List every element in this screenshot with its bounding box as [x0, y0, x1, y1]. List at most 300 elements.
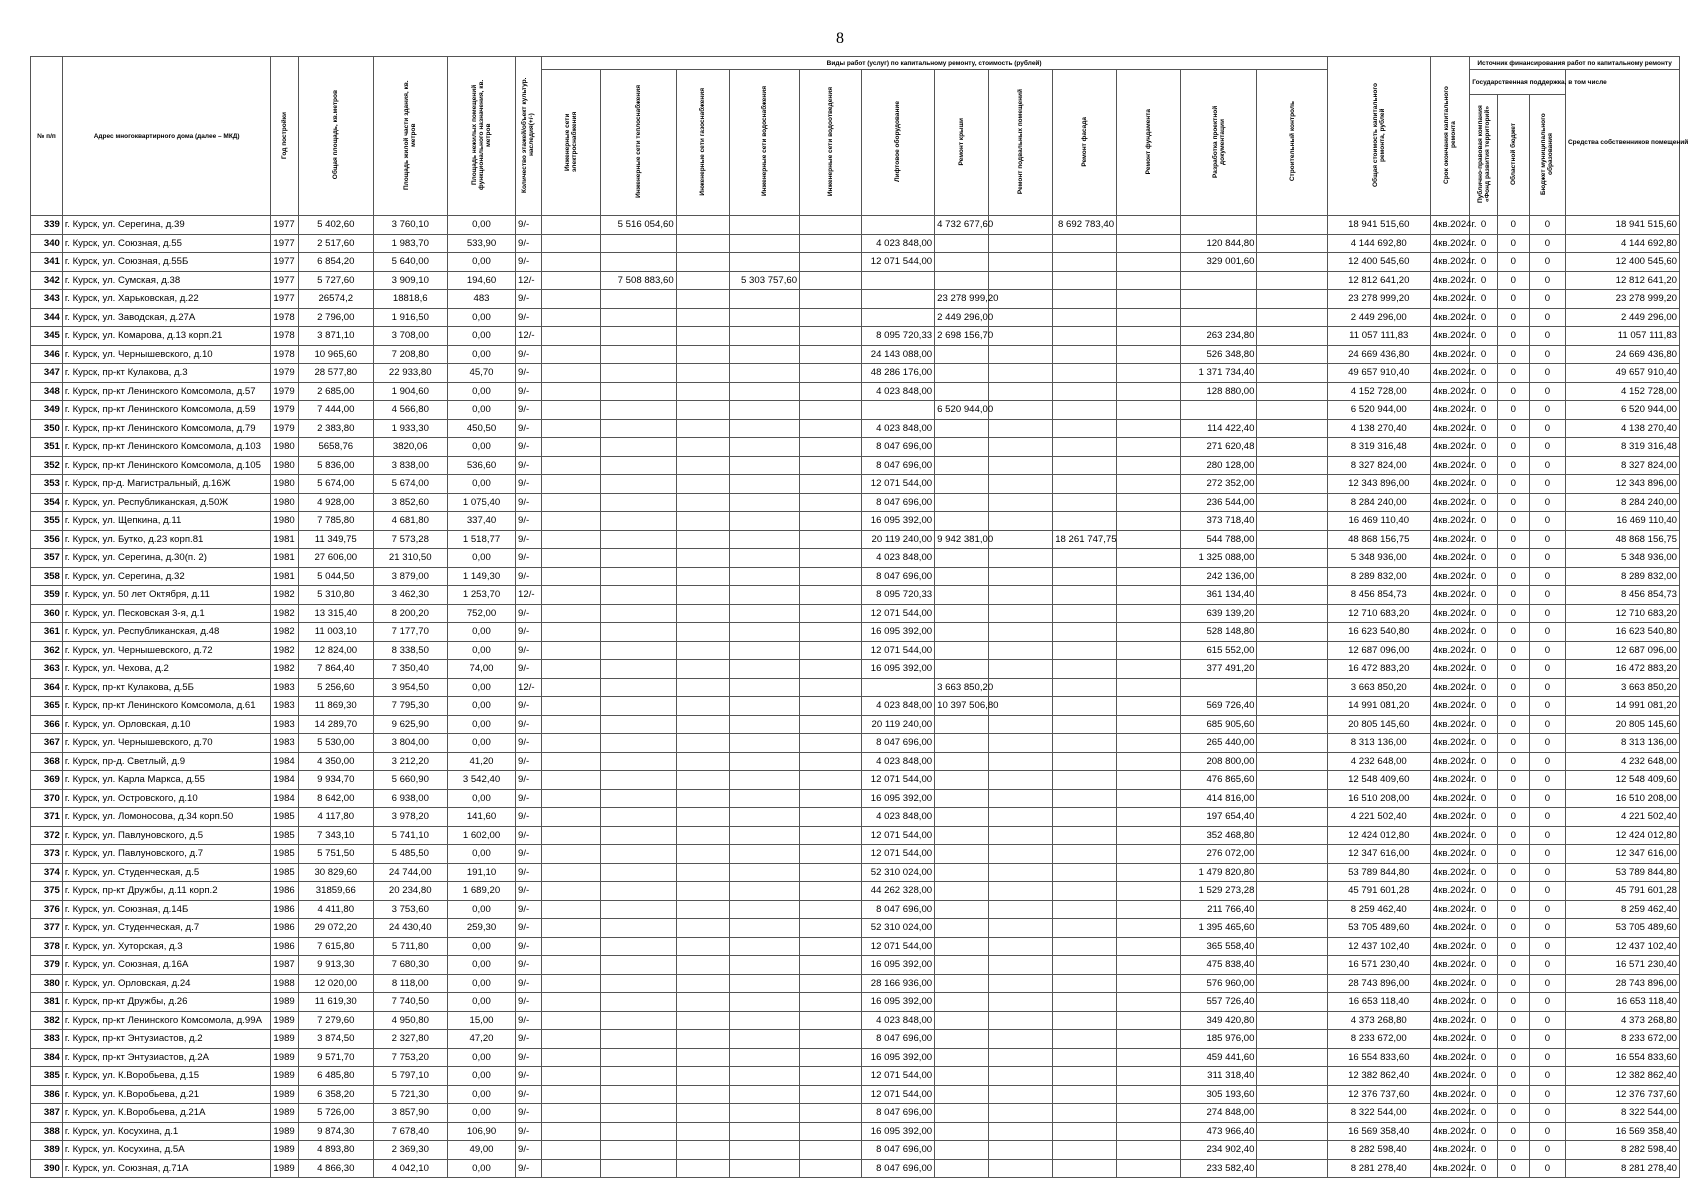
- cell-roof: [935, 567, 989, 586]
- cell-water: [729, 974, 799, 993]
- cell-facade: [1053, 697, 1117, 716]
- cell-facade: [1053, 1048, 1117, 1067]
- cell-foundation: [1117, 475, 1181, 494]
- cell-gas: [676, 1067, 729, 1086]
- cell-floors: 9/-: [516, 401, 542, 420]
- cell-total-cost: 12 376 737,60: [1327, 1085, 1430, 1104]
- cell-facade: [1053, 586, 1117, 605]
- table-row: [31, 752, 1680, 771]
- cell-drain: [800, 771, 862, 790]
- cell-regional: 0: [1497, 512, 1529, 531]
- cell-regional: 0: [1497, 808, 1529, 827]
- cell-foundation: [1117, 345, 1181, 364]
- cell-municipal: 0: [1529, 789, 1565, 808]
- cell-basement: [989, 364, 1053, 383]
- cell-year: 1989: [271, 1048, 299, 1067]
- cell-deadline: 4кв.2024г.: [1430, 900, 1469, 919]
- cell-gas: [676, 530, 729, 549]
- cell-lift: 4 023 848,00: [861, 234, 934, 253]
- cell-total-area: 14 289,70: [299, 715, 373, 734]
- cell-owners: 5 348 936,00: [1565, 549, 1679, 568]
- cell-gas: [676, 882, 729, 901]
- cell-floors: 9/-: [516, 216, 542, 235]
- table-row: [31, 586, 1680, 605]
- cell-municipal: 0: [1529, 1159, 1565, 1178]
- cell-year: 1982: [271, 586, 299, 605]
- table-row: [31, 1067, 1680, 1086]
- cell-design: 280 128,00: [1180, 456, 1257, 475]
- cell-design: [1180, 678, 1257, 697]
- table-row: [31, 567, 1680, 586]
- cell-nonliving-area: 194,60: [447, 271, 515, 290]
- cell-roof: [935, 863, 989, 882]
- cell-total-cost: 16 623 540,80: [1327, 623, 1430, 642]
- cell-total-area: 3 874,50: [299, 1030, 373, 1049]
- cell-foundation: [1117, 216, 1181, 235]
- cell-water: [729, 919, 799, 938]
- cell-electric: [541, 216, 601, 235]
- cell-total-cost: 16 571 230,40: [1327, 956, 1430, 975]
- cell-fund: 0: [1470, 234, 1498, 253]
- cell-living-area: 3820,06: [373, 438, 447, 457]
- cell-total-cost: 8 327 824,00: [1327, 456, 1430, 475]
- cell-facade: [1053, 808, 1117, 827]
- cell-total-area: 10 965,60: [299, 345, 373, 364]
- table-row: [31, 1030, 1680, 1049]
- cell-fund: 0: [1470, 1030, 1498, 1049]
- cell-address: г. Курск, ул. Чернышевского, д.10: [62, 345, 271, 364]
- cell-basement: [989, 771, 1053, 790]
- cell-lift: 12 071 544,00: [861, 826, 934, 845]
- cell-lift: 8 095 720,33: [861, 586, 934, 605]
- cell-basement: [989, 530, 1053, 549]
- repair-register-table: [30, 56, 1689, 1178]
- cell-living-area: 2 369,30: [373, 1141, 447, 1160]
- cell-nonliving-area: 0,00: [447, 549, 515, 568]
- cell-year: 1983: [271, 734, 299, 753]
- cell-nonliving-area: 0,00: [447, 900, 515, 919]
- cell-control: [1257, 641, 1327, 660]
- cell-year: 1983: [271, 715, 299, 734]
- cell-roof: [935, 456, 989, 475]
- cell-municipal: 0: [1529, 697, 1565, 716]
- cell-municipal: 0: [1529, 1085, 1565, 1104]
- cell-living-area: 5 721,30: [373, 1085, 447, 1104]
- cell-living-area: 18818,6: [373, 290, 447, 309]
- cell-regional: 0: [1497, 308, 1529, 327]
- cell-roof: [935, 364, 989, 383]
- cell-water: [729, 1122, 799, 1141]
- cell-foundation: [1117, 734, 1181, 753]
- cell-roof: 4 732 677,60: [935, 216, 989, 235]
- cell-address: г. Курск, пр-кт Ленинского Комсомола, д.103: [62, 438, 271, 457]
- cell-foundation: [1117, 253, 1181, 272]
- cell-regional: 0: [1497, 882, 1529, 901]
- cell-lift: 12 071 544,00: [861, 845, 934, 864]
- cell-facade: [1053, 493, 1117, 512]
- cell-gas: [676, 734, 729, 753]
- cell-roof: [935, 919, 989, 938]
- table-row: [31, 530, 1680, 549]
- cell-gas: [676, 327, 729, 346]
- cell-total-cost: 12 687 096,00: [1327, 641, 1430, 660]
- cell-owners: 12 710 683,20: [1565, 604, 1679, 623]
- cell-foundation: [1117, 919, 1181, 938]
- cell-gas: [676, 937, 729, 956]
- cell-nonliving-area: 1 075,40: [447, 493, 515, 512]
- cell-gas: [676, 308, 729, 327]
- cell-basement: [989, 1048, 1053, 1067]
- cell-floors: 9/-: [516, 974, 542, 993]
- table-row: [31, 493, 1680, 512]
- cell-total-cost: 12 437 102,40: [1327, 937, 1430, 956]
- cell-roof: [935, 752, 989, 771]
- cell-gas: [676, 771, 729, 790]
- header-no: № п/п: [31, 57, 63, 216]
- cell-deadline: 4кв.2024г.: [1430, 382, 1469, 401]
- cell-address: г. Курск, ул. Республиканская, д.50Ж: [62, 493, 271, 512]
- cell-roof: [935, 715, 989, 734]
- table-row: [31, 808, 1680, 827]
- cell-total-area: 11 349,75: [299, 530, 373, 549]
- cell-municipal: 0: [1529, 1141, 1565, 1160]
- cell-electric: [541, 549, 601, 568]
- cell-owners: 12 376 737,60: [1565, 1085, 1679, 1104]
- cell-living-area: 3 978,20: [373, 808, 447, 827]
- cell-regional: 0: [1497, 1122, 1529, 1141]
- table-row: [31, 475, 1680, 494]
- cell-basement: [989, 438, 1053, 457]
- cell-control: [1257, 623, 1327, 642]
- cell-basement: [989, 993, 1053, 1012]
- cell-heat: [601, 734, 677, 753]
- cell-total-area: 5 530,00: [299, 734, 373, 753]
- cell-basement: [989, 253, 1053, 272]
- table-row: [31, 956, 1680, 975]
- cell-floors: 12/-: [516, 678, 542, 697]
- cell-electric: [541, 1085, 601, 1104]
- cell-fund: 0: [1470, 678, 1498, 697]
- cell-gas: [676, 604, 729, 623]
- cell-drain: [800, 715, 862, 734]
- cell-no: 348: [31, 382, 63, 401]
- cell-water: [729, 234, 799, 253]
- cell-nonliving-area: 0,00: [447, 475, 515, 494]
- cell-total-area: 7 864,40: [299, 660, 373, 679]
- cell-design: 233 582,40: [1180, 1159, 1257, 1178]
- cell-fund: 0: [1470, 863, 1498, 882]
- cell-floors: 9/-: [516, 512, 542, 531]
- cell-roof: [935, 734, 989, 753]
- cell-year: 1978: [271, 308, 299, 327]
- cell-design: 120 844,80: [1180, 234, 1257, 253]
- cell-municipal: 0: [1529, 382, 1565, 401]
- cell-total-area: 30 829,60: [299, 863, 373, 882]
- cell-heat: [601, 456, 677, 475]
- cell-year: 1980: [271, 475, 299, 494]
- cell-foundation: [1117, 715, 1181, 734]
- cell-total-area: 6 358,20: [299, 1085, 373, 1104]
- cell-water: [729, 549, 799, 568]
- cell-control: [1257, 1067, 1327, 1086]
- cell-owners: 2 449 296,00: [1565, 308, 1679, 327]
- cell-roof: [935, 1141, 989, 1160]
- cell-total-area: 5 402,60: [299, 216, 373, 235]
- cell-water: [729, 401, 799, 420]
- cell-drain: [800, 456, 862, 475]
- cell-total-area: 4 117,80: [299, 808, 373, 827]
- cell-heat: [601, 900, 677, 919]
- cell-address: г. Курск, ул. Ломоносова, д.34 корп.50: [62, 808, 271, 827]
- cell-roof: [935, 771, 989, 790]
- cell-facade: [1053, 512, 1117, 531]
- cell-roof: [935, 271, 989, 290]
- cell-total-area: 4 866,30: [299, 1159, 373, 1178]
- cell-owners: 4 152 728,00: [1565, 382, 1679, 401]
- cell-basement: [989, 327, 1053, 346]
- cell-no: 377: [31, 919, 63, 938]
- cell-heat: [601, 308, 677, 327]
- cell-heat: [601, 1141, 677, 1160]
- cell-heat: [601, 290, 677, 309]
- cell-roof: [935, 1104, 989, 1123]
- cell-nonliving-area: 337,40: [447, 512, 515, 531]
- cell-water: [729, 290, 799, 309]
- cell-basement: [989, 271, 1053, 290]
- cell-total-area: 11 619,30: [299, 993, 373, 1012]
- cell-no: 364: [31, 678, 63, 697]
- cell-owners: 28 743 896,00: [1565, 974, 1679, 993]
- cell-fund: 0: [1470, 364, 1498, 383]
- cell-foundation: [1117, 1067, 1181, 1086]
- cell-heat: [601, 641, 677, 660]
- cell-nonliving-area: 0,00: [447, 327, 515, 346]
- cell-facade: [1053, 974, 1117, 993]
- cell-address: г. Курск, ул. Союзная, д.14Б: [62, 900, 271, 919]
- cell-gas: [676, 1048, 729, 1067]
- cell-floors: 9/-: [516, 715, 542, 734]
- cell-foundation: [1117, 826, 1181, 845]
- cell-design: 361 134,40: [1180, 586, 1257, 605]
- cell-design: [1180, 401, 1257, 420]
- cell-lift: 8 047 696,00: [861, 493, 934, 512]
- cell-nonliving-area: 106,90: [447, 1122, 515, 1141]
- cell-control: [1257, 771, 1327, 790]
- cell-control: [1257, 937, 1327, 956]
- cell-living-area: 3 212,20: [373, 752, 447, 771]
- cell-total-cost: 4 144 692,80: [1327, 234, 1430, 253]
- cell-lift: [861, 216, 934, 235]
- cell-drain: [800, 345, 862, 364]
- cell-facade: [1053, 734, 1117, 753]
- cell-no: 357: [31, 549, 63, 568]
- cell-foundation: [1117, 956, 1181, 975]
- cell-fund: 0: [1470, 1048, 1498, 1067]
- cell-control: [1257, 826, 1327, 845]
- cell-basement: [989, 734, 1053, 753]
- cell-total-cost: 8 282 598,40: [1327, 1141, 1430, 1160]
- cell-lift: 8 095 720,33: [861, 327, 934, 346]
- cell-water: [729, 493, 799, 512]
- cell-municipal: 0: [1529, 512, 1565, 531]
- cell-foundation: [1117, 530, 1181, 549]
- cell-electric: [541, 863, 601, 882]
- cell-water: [729, 327, 799, 346]
- cell-regional: 0: [1497, 697, 1529, 716]
- cell-basement: [989, 216, 1053, 235]
- cell-electric: [541, 734, 601, 753]
- cell-deadline: 4кв.2024г.: [1430, 401, 1469, 420]
- cell-heat: [601, 567, 677, 586]
- cell-lift: 12 071 544,00: [861, 1085, 934, 1104]
- cell-owners: 4 373 268,80: [1565, 1011, 1679, 1030]
- cell-deadline: 4кв.2024г.: [1430, 734, 1469, 753]
- cell-no: 366: [31, 715, 63, 734]
- cell-owners: 4 232 648,00: [1565, 752, 1679, 771]
- cell-control: [1257, 1141, 1327, 1160]
- cell-total-cost: 23 278 999,20: [1327, 290, 1430, 309]
- cell-municipal: 0: [1529, 1122, 1565, 1141]
- header-address: Адрес многоквартирного дома (далее – МКД): [62, 57, 271, 216]
- cell-fund: 0: [1470, 623, 1498, 642]
- cell-deadline: 4кв.2024г.: [1430, 697, 1469, 716]
- cell-water: [729, 900, 799, 919]
- cell-no: 372: [31, 826, 63, 845]
- cell-floors: 9/-: [516, 438, 542, 457]
- cell-no: 388: [31, 1122, 63, 1141]
- cell-fund: 0: [1470, 1011, 1498, 1030]
- cell-lift: 28 166 936,00: [861, 974, 934, 993]
- cell-heat: [601, 512, 677, 531]
- cell-foundation: [1117, 808, 1181, 827]
- cell-drain: [800, 271, 862, 290]
- cell-year: 1982: [271, 641, 299, 660]
- cell-total-cost: 6 520 944,00: [1327, 401, 1430, 420]
- cell-facade: [1053, 641, 1117, 660]
- cell-control: [1257, 1030, 1327, 1049]
- cell-heat: [601, 401, 677, 420]
- cell-heat: [601, 697, 677, 716]
- cell-gas: [676, 345, 729, 364]
- cell-heat: [601, 826, 677, 845]
- cell-lift: 8 047 696,00: [861, 1141, 934, 1160]
- cell-nonliving-area: 41,20: [447, 752, 515, 771]
- cell-electric: [541, 1011, 601, 1030]
- cell-regional: 0: [1497, 1159, 1529, 1178]
- cell-municipal: 0: [1529, 549, 1565, 568]
- cell-address: г. Курск, ул. 50 лет Октября, д.11: [62, 586, 271, 605]
- cell-owners: 4 144 692,80: [1565, 234, 1679, 253]
- cell-fund: 0: [1470, 438, 1498, 457]
- cell-nonliving-area: 0,00: [447, 715, 515, 734]
- cell-fund: 0: [1470, 771, 1498, 790]
- cell-design: 1 395 465,60: [1180, 919, 1257, 938]
- cell-water: [729, 567, 799, 586]
- cell-heat: [601, 882, 677, 901]
- cell-roof: [935, 956, 989, 975]
- table-row: [31, 623, 1680, 642]
- cell-electric: [541, 253, 601, 272]
- cell-water: [729, 530, 799, 549]
- header-total-cost: Общая стоимость капитального ремонта, рублей: [1327, 57, 1430, 216]
- cell-year: 1989: [271, 1104, 299, 1123]
- cell-deadline: 4кв.2024г.: [1430, 512, 1469, 531]
- cell-foundation: [1117, 456, 1181, 475]
- cell-regional: 0: [1497, 660, 1529, 679]
- cell-heat: [601, 438, 677, 457]
- cell-year: 1983: [271, 697, 299, 716]
- cell-year: 1980: [271, 493, 299, 512]
- cell-total-cost: 8 259 462,40: [1327, 900, 1430, 919]
- cell-deadline: 4кв.2024г.: [1430, 216, 1469, 235]
- cell-regional: 0: [1497, 678, 1529, 697]
- cell-facade: [1053, 382, 1117, 401]
- cell-regional: 0: [1497, 974, 1529, 993]
- cell-electric: [541, 530, 601, 549]
- cell-municipal: 0: [1529, 1104, 1565, 1123]
- cell-basement: [989, 1104, 1053, 1123]
- cell-living-area: 1 933,30: [373, 419, 447, 438]
- cell-fund: 0: [1470, 1141, 1498, 1160]
- header-regional: Областной бюджет: [1497, 95, 1529, 216]
- cell-control: [1257, 863, 1327, 882]
- cell-regional: 0: [1497, 345, 1529, 364]
- cell-municipal: 0: [1529, 345, 1565, 364]
- cell-electric: [541, 327, 601, 346]
- cell-electric: [541, 1122, 601, 1141]
- cell-control: [1257, 512, 1327, 531]
- cell-address: г. Курск, ул. Союзная, д.55Б: [62, 253, 271, 272]
- cell-water: [729, 956, 799, 975]
- cell-roof: 10 397 506,80: [935, 697, 989, 716]
- cell-regional: 0: [1497, 641, 1529, 660]
- cell-lift: 16 095 392,00: [861, 623, 934, 642]
- cell-drain: [800, 1122, 862, 1141]
- cell-fund: 0: [1470, 530, 1498, 549]
- cell-basement: [989, 345, 1053, 364]
- cell-address: г. Курск, ул. Карла Маркса, д.55: [62, 771, 271, 790]
- cell-nonliving-area: 450,50: [447, 419, 515, 438]
- cell-total-area: 5 044,50: [299, 567, 373, 586]
- cell-foundation: [1117, 586, 1181, 605]
- cell-fund: 0: [1470, 475, 1498, 494]
- cell-floors: 12/-: [516, 327, 542, 346]
- cell-living-area: 7 573,28: [373, 530, 447, 549]
- cell-facade: [1053, 845, 1117, 864]
- cell-nonliving-area: 0,00: [447, 345, 515, 364]
- cell-roof: [935, 345, 989, 364]
- cell-total-cost: 8 456 854,73: [1327, 586, 1430, 605]
- table-row: [31, 937, 1680, 956]
- cell-design: 265 440,00: [1180, 734, 1257, 753]
- cell-water: [729, 475, 799, 494]
- cell-total-area: 5 727,60: [299, 271, 373, 290]
- cell-total-area: 6 485,80: [299, 1067, 373, 1086]
- cell-gas: [676, 678, 729, 697]
- cell-heat: [601, 1030, 677, 1049]
- cell-no: 351: [31, 438, 63, 457]
- cell-fund: 0: [1470, 882, 1498, 901]
- table-row: [31, 271, 1680, 290]
- cell-roof: [935, 826, 989, 845]
- cell-foundation: [1117, 364, 1181, 383]
- cell-facade: [1053, 234, 1117, 253]
- cell-gas: [676, 549, 729, 568]
- cell-owners: 53 789 844,80: [1565, 863, 1679, 882]
- cell-deadline: 4кв.2024г.: [1430, 604, 1469, 623]
- cell-address: г. Курск, ул. Орловская, д.24: [62, 974, 271, 993]
- cell-control: [1257, 271, 1327, 290]
